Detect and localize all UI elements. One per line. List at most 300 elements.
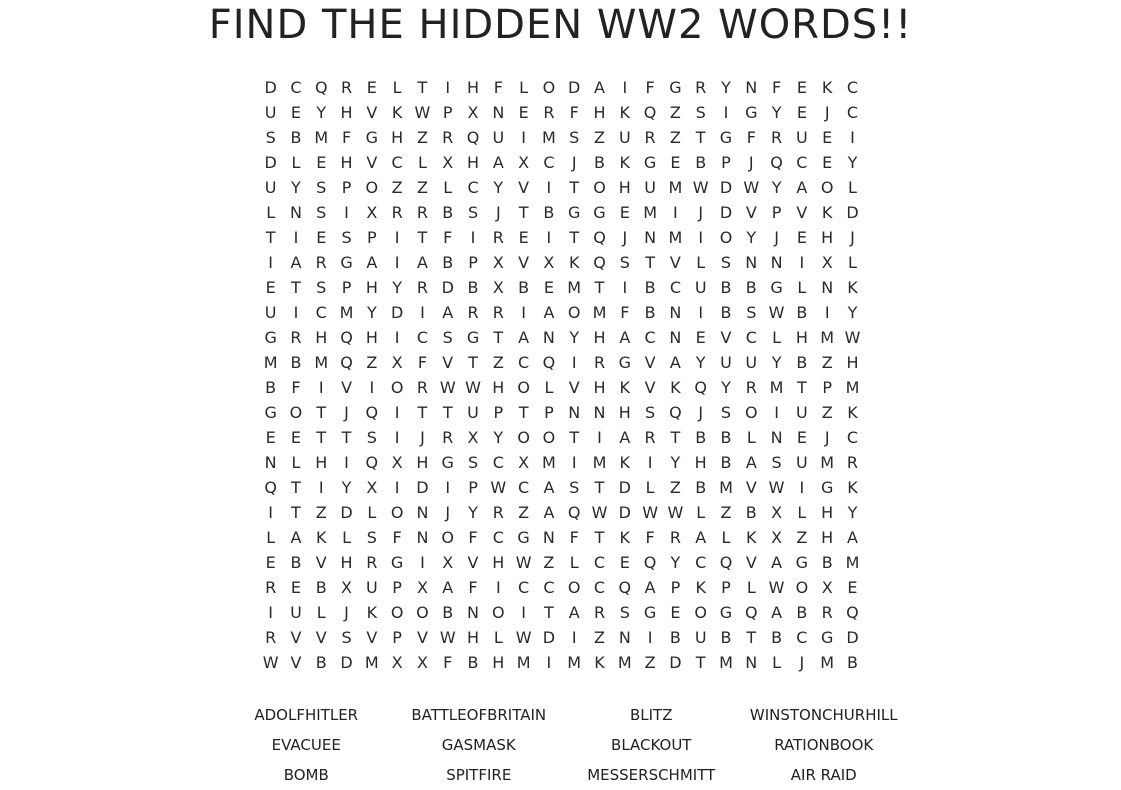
grid-letter: T bbox=[594, 278, 605, 297]
grid-row bbox=[258, 125, 866, 150]
grid-letter: F bbox=[468, 578, 478, 597]
grid-letter: I bbox=[394, 478, 400, 497]
grid-letter: L bbox=[797, 278, 807, 297]
grid-letter: G bbox=[517, 528, 530, 547]
grid-letter: T bbox=[341, 428, 352, 447]
grid-letter: F bbox=[291, 378, 301, 397]
grid-letter: H bbox=[821, 528, 834, 547]
grid-letter: O bbox=[820, 178, 834, 197]
grid-letter: Y bbox=[366, 303, 377, 322]
grid-letter: I bbox=[293, 303, 299, 322]
grid-letter: V bbox=[796, 203, 808, 222]
grid-letter: C bbox=[846, 78, 859, 97]
grid-letter: K bbox=[695, 578, 706, 597]
grid-letter: N bbox=[644, 228, 657, 247]
grid-letter: M bbox=[314, 353, 329, 372]
grid-letter: T bbox=[493, 328, 504, 347]
grid-letter: M bbox=[643, 203, 657, 222]
grid-letter: N bbox=[542, 328, 555, 347]
grid-letter: D bbox=[340, 503, 353, 522]
grid-letter: N bbox=[264, 453, 277, 472]
grid-letter: O bbox=[542, 78, 556, 97]
grid-letter: Y bbox=[771, 178, 782, 197]
grid-letter: D bbox=[846, 203, 859, 222]
grid-letter: M bbox=[769, 378, 784, 397]
grid-letter: A bbox=[695, 528, 707, 547]
grid-letter: Q bbox=[593, 253, 606, 272]
grid-letter: E bbox=[822, 153, 833, 172]
grid-letter: G bbox=[340, 253, 353, 272]
grid-letter: V bbox=[442, 353, 454, 372]
grid-letter: H bbox=[492, 653, 505, 672]
grid-letter: L bbox=[443, 178, 453, 197]
grid-letter: E bbox=[619, 553, 630, 572]
grid-row bbox=[258, 600, 866, 625]
grid-letter: J bbox=[495, 203, 501, 222]
grid-letter: S bbox=[746, 303, 757, 322]
grid-letter: R bbox=[340, 78, 353, 97]
grid-letter: T bbox=[417, 403, 428, 422]
grid-letter: I bbox=[571, 453, 577, 472]
grid-row bbox=[258, 325, 866, 350]
grid-letter: G bbox=[745, 103, 758, 122]
grid-letter: C bbox=[518, 578, 530, 597]
grid-letter: T bbox=[670, 428, 681, 447]
grid-letter: G bbox=[643, 153, 657, 172]
grid-letter: R bbox=[416, 378, 428, 397]
grid-row bbox=[258, 425, 866, 450]
grid-letter: N bbox=[289, 203, 302, 222]
grid-letter: M bbox=[617, 653, 632, 672]
grid-letter: Z bbox=[492, 353, 504, 372]
grid-letter: X bbox=[442, 553, 454, 572]
grid-letter: W bbox=[768, 578, 785, 597]
grid-letter: X bbox=[821, 253, 833, 272]
grid-letter: X bbox=[467, 103, 479, 122]
grid-letter: K bbox=[568, 253, 580, 272]
grid-letter: J bbox=[344, 403, 349, 422]
grid-letter: U bbox=[644, 178, 656, 197]
grid-row bbox=[258, 400, 866, 425]
grid-letter: L bbox=[291, 453, 301, 472]
page-title: FIND THE HIDDEN WW2 WORDS!! bbox=[208, 2, 913, 48]
grid-letter: G bbox=[264, 403, 277, 422]
grid-letter: T bbox=[695, 128, 706, 147]
grid-letter: A bbox=[847, 528, 858, 547]
grid-letter: R bbox=[391, 203, 403, 222]
grid-letter: U bbox=[467, 403, 479, 422]
grid-letter: B bbox=[467, 278, 479, 297]
grid-letter: M bbox=[263, 353, 278, 372]
grid-letter: T bbox=[594, 528, 605, 547]
grid-letter: H bbox=[618, 178, 631, 197]
grid-letter: I bbox=[824, 303, 830, 322]
grid-letter: Y bbox=[493, 428, 504, 447]
grid-letter: U bbox=[264, 303, 277, 322]
grid-letter: M bbox=[567, 653, 582, 672]
grid-letter: P bbox=[392, 628, 402, 647]
grid-letter: V bbox=[745, 203, 757, 222]
grid-letter: Z bbox=[391, 178, 403, 197]
grid-letter: B bbox=[442, 603, 454, 622]
grid-letter: F bbox=[645, 78, 655, 97]
grid-letter: X bbox=[366, 478, 378, 497]
grid-letter: G bbox=[568, 203, 581, 222]
grid-row bbox=[258, 450, 866, 475]
grid-letter: A bbox=[543, 503, 555, 522]
grid-letter: B bbox=[467, 653, 479, 672]
grid-letter: M bbox=[719, 478, 733, 497]
grid-letter: Q bbox=[593, 228, 606, 247]
grid-letter: X bbox=[416, 578, 428, 597]
grid-letter: B bbox=[796, 353, 808, 372]
grid-letter: V bbox=[290, 628, 302, 647]
grid-letter: G bbox=[820, 478, 834, 497]
grid-letter: X bbox=[366, 203, 378, 222]
grid-letter: W bbox=[490, 478, 507, 497]
grid-letter: K bbox=[847, 478, 858, 497]
grid-letter: Y bbox=[847, 153, 858, 172]
grid-letter: E bbox=[619, 203, 630, 222]
grid-letter: O bbox=[719, 228, 733, 247]
word-list-row bbox=[220, 730, 910, 760]
grid-letter: K bbox=[821, 78, 833, 97]
grid-letter: V bbox=[518, 178, 530, 197]
grid-letter: Q bbox=[846, 603, 859, 622]
word-list-item: MESSERSCHMITT bbox=[587, 766, 716, 784]
grid-letter: Q bbox=[643, 103, 657, 122]
grid-letter: O bbox=[365, 178, 379, 197]
grid-letter: P bbox=[670, 578, 681, 597]
grid-letter: C bbox=[745, 328, 757, 347]
grid-letter: C bbox=[846, 103, 859, 122]
grid-letter: L bbox=[367, 503, 377, 522]
grid-letter: V bbox=[416, 628, 428, 647]
grid-letter: T bbox=[518, 203, 529, 222]
grid-letter: B bbox=[594, 153, 605, 172]
grid-letter: B bbox=[644, 303, 656, 322]
grid-letter: D bbox=[390, 303, 404, 322]
grid-letter: Z bbox=[416, 178, 428, 197]
grid-letter: Y bbox=[392, 278, 403, 297]
grid-letter: Z bbox=[594, 128, 605, 147]
grid-letter: N bbox=[669, 303, 682, 322]
grid-letter: G bbox=[719, 128, 733, 147]
grid-letter: P bbox=[392, 578, 402, 597]
grid-letter: J bbox=[571, 153, 577, 172]
grid-letter: S bbox=[771, 453, 782, 472]
grid-letter: R bbox=[745, 378, 757, 397]
grid-letter: E bbox=[847, 578, 858, 597]
grid-letter: F bbox=[443, 228, 453, 247]
grid-letter: F bbox=[493, 78, 503, 97]
grid-letter: R bbox=[669, 528, 681, 547]
grid-letter: V bbox=[644, 353, 656, 372]
grid-letter: I bbox=[622, 78, 628, 97]
grid-letter: Q bbox=[567, 503, 581, 522]
grid-letter: U bbox=[492, 128, 505, 147]
grid-letter: N bbox=[593, 403, 606, 422]
word-list-item: SPITFIRE bbox=[446, 766, 512, 784]
grid-letter: F bbox=[569, 103, 579, 122]
grid-letter: V bbox=[568, 378, 580, 397]
grid-letter: P bbox=[822, 378, 832, 397]
grid-letter: R bbox=[593, 603, 606, 622]
grid-letter: L bbox=[493, 628, 503, 647]
grid-letter: F bbox=[341, 128, 352, 147]
grid-letter: J bbox=[748, 153, 754, 172]
grid-letter: A bbox=[543, 303, 555, 322]
grid-letter: E bbox=[290, 428, 301, 447]
grid-letter: I bbox=[647, 628, 653, 647]
grid-letter: S bbox=[467, 453, 479, 472]
grid-letter: B bbox=[290, 128, 302, 147]
grid-letter: H bbox=[315, 453, 328, 472]
grid-letter: L bbox=[848, 178, 857, 197]
grid-letter: Z bbox=[720, 503, 732, 522]
grid-letter: M bbox=[592, 453, 607, 472]
grid-letter: T bbox=[569, 428, 580, 447]
grid-letter: W bbox=[768, 303, 785, 322]
grid-letter: B bbox=[796, 303, 808, 322]
grid-letter: B bbox=[720, 428, 732, 447]
grid-letter: A bbox=[568, 603, 580, 622]
grid-letter: C bbox=[543, 578, 555, 597]
grid-letter: S bbox=[316, 178, 327, 197]
grid-letter: B bbox=[518, 278, 530, 297]
grid-letter: S bbox=[316, 203, 327, 222]
grid-letter: H bbox=[340, 553, 353, 572]
grid-letter: V bbox=[366, 103, 378, 122]
grid-letter: B bbox=[442, 253, 454, 272]
grid-letter: H bbox=[694, 453, 707, 472]
grid-letter: R bbox=[846, 453, 859, 472]
grid-letter: L bbox=[772, 328, 782, 347]
grid-letter: Z bbox=[315, 503, 327, 522]
grid-letter: A bbox=[771, 603, 783, 622]
grid-letter: H bbox=[492, 553, 505, 572]
grid-letter: R bbox=[492, 228, 504, 247]
grid-letter: L bbox=[544, 378, 554, 397]
grid-letter: G bbox=[390, 553, 404, 572]
grid-letter: X bbox=[341, 578, 353, 597]
grid-letter: R bbox=[492, 303, 504, 322]
grid-letter: S bbox=[366, 528, 377, 547]
grid-letter: Y bbox=[468, 503, 478, 522]
grid-letter: N bbox=[618, 628, 631, 647]
grid-letter: I bbox=[698, 228, 704, 247]
grid-letter: O bbox=[492, 603, 505, 622]
grid-letter: P bbox=[442, 103, 453, 122]
grid-letter: D bbox=[618, 478, 631, 497]
grid-letter: C bbox=[669, 278, 681, 297]
grid-letter: E bbox=[670, 153, 681, 172]
grid-letter: H bbox=[821, 228, 834, 247]
grid-letter: B bbox=[720, 303, 732, 322]
grid-letter: T bbox=[594, 478, 605, 497]
grid-letter: D bbox=[669, 653, 682, 672]
grid-letter: E bbox=[366, 78, 377, 97]
grid-letter: Q bbox=[340, 328, 353, 347]
grid-letter: W bbox=[262, 653, 279, 672]
grid-letter: I bbox=[521, 128, 526, 147]
grid-letter: Q bbox=[770, 153, 783, 172]
grid-letter: Y bbox=[670, 453, 681, 472]
grid-letter: R bbox=[644, 128, 656, 147]
grid-letter: J bbox=[698, 203, 704, 222]
grid-letter: C bbox=[467, 178, 479, 197]
grid-letter: N bbox=[745, 253, 758, 272]
grid-letter: R bbox=[467, 303, 479, 322]
grid-letter: R bbox=[416, 278, 428, 297]
grid-letter: W bbox=[692, 178, 709, 197]
word-list-item: BLACKOUT bbox=[611, 736, 692, 754]
grid-letter: S bbox=[645, 403, 656, 422]
grid-letter: G bbox=[719, 603, 733, 622]
grid-letter: L bbox=[696, 253, 706, 272]
grid-letter: B bbox=[796, 603, 808, 622]
grid-letter: Q bbox=[340, 353, 353, 372]
grid-row bbox=[258, 650, 866, 675]
grid-letter: Q bbox=[542, 353, 556, 372]
grid-letter: I bbox=[546, 178, 552, 197]
grid-letter: K bbox=[619, 378, 631, 397]
grid-letter: L bbox=[417, 153, 427, 172]
grid-letter: X bbox=[771, 503, 783, 522]
grid-letter: W bbox=[414, 103, 431, 122]
grid-letter: I bbox=[673, 203, 678, 222]
grid-letter: S bbox=[316, 278, 327, 297]
grid-letter: H bbox=[467, 153, 480, 172]
grid-letter: P bbox=[367, 228, 377, 247]
grid-letter: N bbox=[770, 428, 783, 447]
grid-letter: E bbox=[265, 278, 276, 297]
grid-letter: I bbox=[445, 78, 451, 97]
grid-letter: K bbox=[746, 528, 757, 547]
grid-letter: A bbox=[290, 528, 302, 547]
grid-letter: G bbox=[466, 328, 480, 347]
grid-letter: J bbox=[445, 503, 451, 522]
grid-letter: M bbox=[592, 303, 607, 322]
grid-letter: C bbox=[796, 153, 808, 172]
grid-letter: V bbox=[467, 553, 479, 572]
grid-letter: G bbox=[643, 603, 657, 622]
grid-letter: R bbox=[290, 328, 302, 347]
grid-letter: L bbox=[848, 253, 857, 272]
grid-letter: A bbox=[644, 578, 656, 597]
grid-letter: G bbox=[441, 453, 454, 472]
grid-letter: S bbox=[619, 253, 630, 272]
grid-letter: I bbox=[369, 378, 375, 397]
grid-letter: T bbox=[746, 628, 757, 647]
grid-letter: N bbox=[492, 103, 505, 122]
grid-letter: S bbox=[341, 628, 352, 647]
grid-letter: I bbox=[344, 203, 349, 222]
grid-letter: I bbox=[495, 578, 501, 597]
grid-letter: H bbox=[391, 128, 404, 147]
grid-letter: V bbox=[290, 653, 302, 672]
grid-letter: Y bbox=[670, 553, 681, 572]
grid-letter: A bbox=[442, 578, 454, 597]
grid-letter: F bbox=[645, 528, 655, 547]
grid-letter: Y bbox=[569, 328, 580, 347]
grid-letter: O bbox=[441, 528, 455, 547]
grid-letter: Z bbox=[821, 403, 833, 422]
grid-letter: I bbox=[420, 553, 425, 572]
grid-row bbox=[258, 200, 866, 225]
grid-letter: J bbox=[850, 228, 855, 247]
grid-letter: E bbox=[796, 428, 807, 447]
grid-letter: P bbox=[771, 203, 782, 222]
grid-letter: C bbox=[315, 303, 327, 322]
grid-row bbox=[258, 225, 866, 250]
grid-letter: R bbox=[695, 78, 707, 97]
grid-letter: F bbox=[417, 353, 428, 372]
grid-letter: L bbox=[569, 553, 579, 572]
grid-letter: Z bbox=[416, 128, 428, 147]
grid-letter: B bbox=[442, 203, 454, 222]
grid-letter: R bbox=[366, 553, 378, 572]
grid-letter: B bbox=[720, 453, 732, 472]
grid-letter: O bbox=[795, 578, 809, 597]
grid-letter: A bbox=[366, 253, 378, 272]
grid-letter: X bbox=[442, 153, 454, 172]
grid-letter: J bbox=[420, 428, 425, 447]
grid-letter: Z bbox=[669, 478, 681, 497]
grid-letter: D bbox=[719, 203, 733, 222]
grid-letter: U bbox=[745, 353, 758, 372]
grid-row bbox=[258, 550, 866, 575]
grid-letter: L bbox=[392, 78, 402, 97]
grid-letter: E bbox=[822, 128, 833, 147]
grid-letter: E bbox=[670, 603, 681, 622]
grid-letter: Y bbox=[721, 78, 731, 97]
grid-letter: B bbox=[745, 278, 757, 297]
grid-letter: B bbox=[669, 628, 681, 647]
grid-letter: T bbox=[316, 403, 327, 422]
grid-letter: L bbox=[645, 478, 655, 497]
grid-row bbox=[258, 300, 866, 325]
grid-letter: U bbox=[264, 178, 277, 197]
grid-letter: B bbox=[315, 653, 327, 672]
grid-row bbox=[258, 100, 866, 125]
grid-letter: N bbox=[568, 403, 581, 422]
grid-letter: Y bbox=[316, 103, 327, 122]
grid-letter: H bbox=[593, 328, 606, 347]
grid-row bbox=[258, 375, 866, 400]
grid-letter: B bbox=[771, 628, 783, 647]
grid-letter: H bbox=[795, 328, 808, 347]
grid-letter: Q bbox=[466, 128, 480, 147]
grid-letter: M bbox=[314, 128, 329, 147]
grid-letter: R bbox=[771, 128, 783, 147]
grid-row bbox=[258, 150, 866, 175]
grid-letter: X bbox=[492, 278, 504, 297]
grid-letter: D bbox=[542, 628, 556, 647]
grid-letter: I bbox=[571, 628, 577, 647]
grid-letter: S bbox=[265, 128, 276, 147]
grid-letter: J bbox=[774, 228, 779, 247]
grid-letter: H bbox=[365, 328, 378, 347]
grid-letter: W bbox=[844, 328, 861, 347]
grid-letter: U bbox=[618, 128, 631, 147]
grid-row bbox=[258, 275, 866, 300]
grid-row bbox=[258, 350, 866, 375]
grid-letter: M bbox=[820, 453, 835, 472]
grid-letter: N bbox=[770, 253, 783, 272]
grid-letter: E bbox=[796, 228, 807, 247]
grid-letter: H bbox=[340, 153, 353, 172]
